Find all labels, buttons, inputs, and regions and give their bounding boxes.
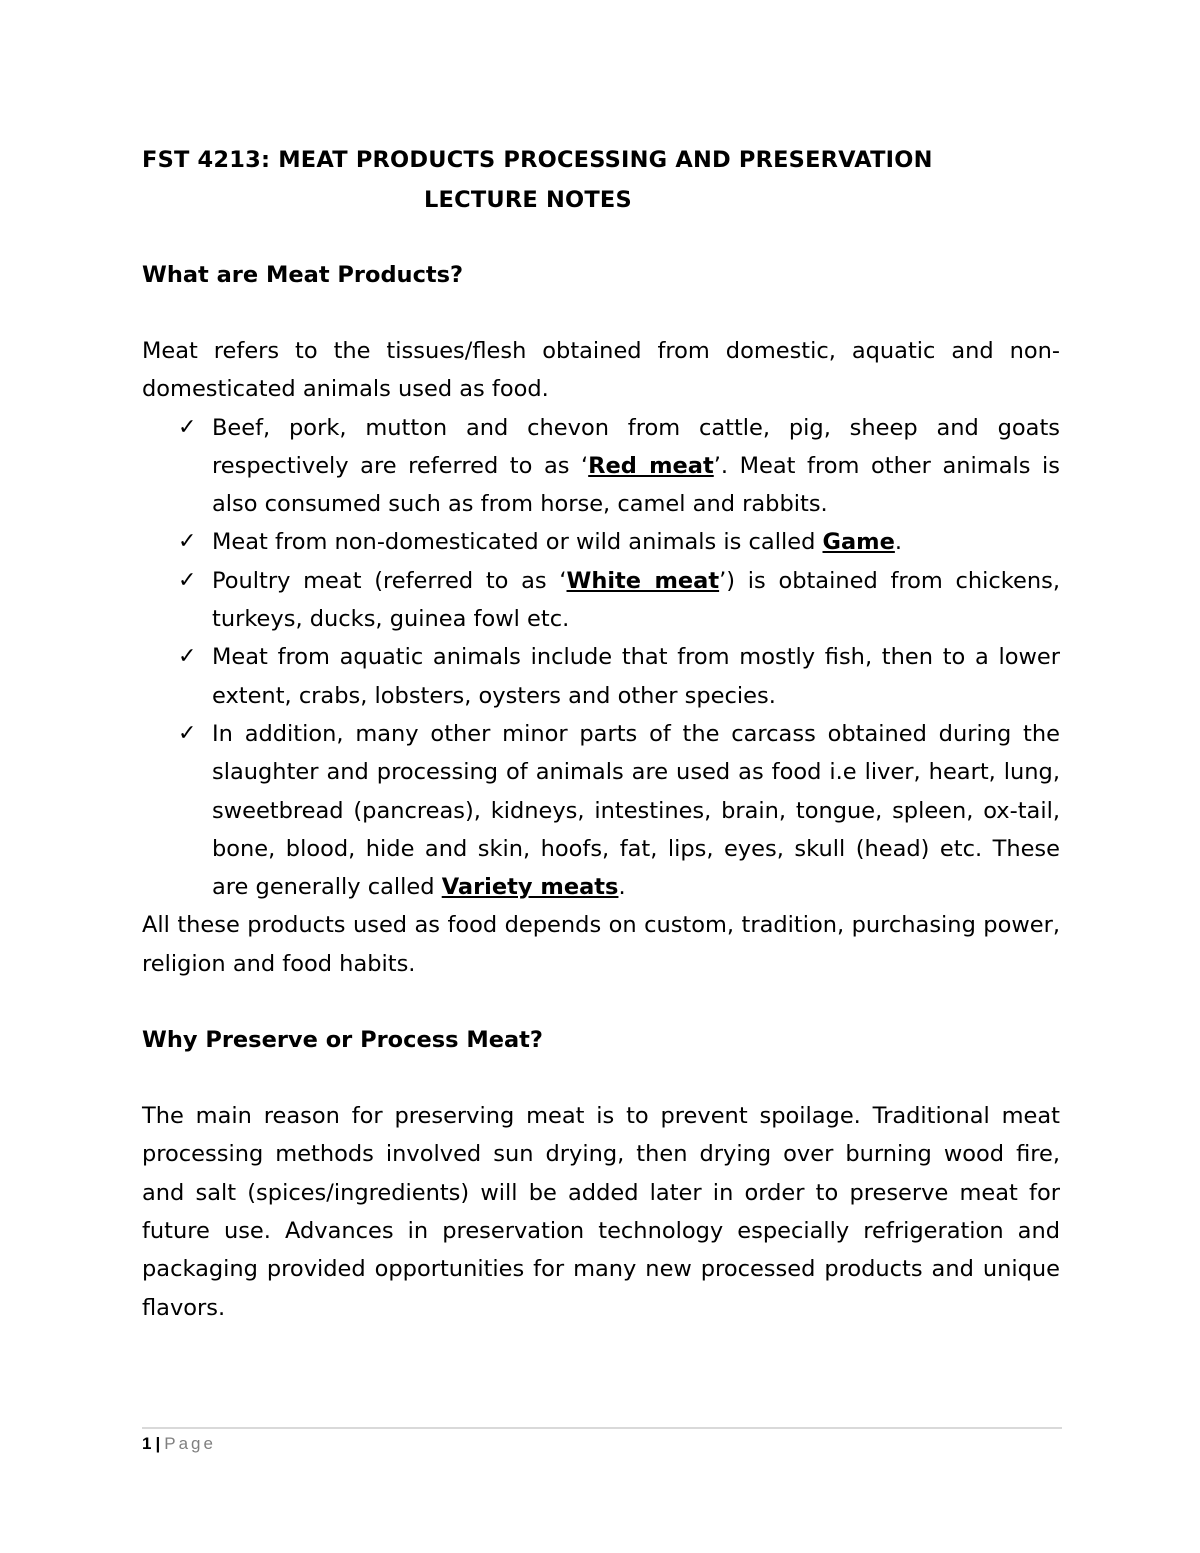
preservation-paragraph: The main reason for preserving meat is to prevent spoilage. Traditional meat processing methods involved sun drying, then drying over burning wood fire, and salt (spices/ingredients) will be added later in order to preserve meat for future use. Advances in preservation technology especially refrigeration and packaging provided opportunities for many new processed products and unique flavors. bbox=[142, 1103, 1060, 1321]
key-term: Red meat bbox=[588, 452, 714, 479]
page-content bbox=[142, 140, 1060, 1327]
footer-separator: | bbox=[155, 1434, 161, 1453]
closing-paragraph: All these products used as food depends on custom, tradition, purchasing power, religion and food habits. bbox=[142, 912, 1060, 977]
key-term: Game bbox=[822, 529, 895, 556]
checkmark-icon: ✓ bbox=[178, 567, 197, 593]
list-item bbox=[142, 523, 1060, 561]
list-item-text: Meat from aquatic animals include that from mostly fish, then to a lower extent, crabs, lobsters, oysters and other species. bbox=[212, 644, 1060, 709]
section-heading-meat-products: What are Meat Products? bbox=[142, 262, 464, 288]
meat-types-list bbox=[142, 409, 1060, 907]
footer-divider bbox=[142, 1427, 1062, 1429]
checkmark-icon: ✓ bbox=[178, 644, 197, 670]
key-term: Variety meats bbox=[441, 874, 619, 901]
list-item-text: . bbox=[894, 529, 903, 556]
list-item-text: ’) is obtained from chickens, turkeys, ducks, guinea fowl etc. bbox=[212, 567, 1060, 633]
document-title: FST 4213: MEAT PRODUCTS PROCESSING AND PRESERVATION bbox=[142, 147, 933, 173]
list-item-text: . bbox=[618, 874, 626, 901]
page-footer bbox=[142, 1432, 216, 1456]
list-item bbox=[142, 638, 1060, 715]
intro-paragraph: Meat refers to the tissues/flesh obtained from domestic, aquatic and non-domesticated animals used as food. bbox=[142, 338, 1060, 403]
list-item-text: ’. Meat from other animals is also consumed such as from horse, camel and rabbits. bbox=[212, 452, 1061, 518]
checkmark-icon: ✓ bbox=[178, 529, 197, 555]
list-item-text: In addition, many other minor parts of the carcass obtained during the slaughter and processing of animals are used as food i.e liver, heart, lung, sweetbread (pancreas), kidneys, intestines, brain, tongue, spleen, ox-tail, bone, blood, hide and skin, hoofs, fat, lips, eyes, skull (head) etc. These are generally called bbox=[212, 720, 1060, 901]
checkmark-icon: ✓ bbox=[178, 414, 197, 440]
checkmark-icon: ✓ bbox=[178, 720, 197, 746]
document-subtitle: LECTURE NOTES bbox=[424, 187, 632, 213]
key-term: White meat bbox=[566, 567, 720, 594]
list-item bbox=[142, 409, 1060, 524]
section-heading-why-preserve: Why Preserve or Process Meat? bbox=[142, 1027, 543, 1054]
list-item-text: Poultry meat (referred to as ‘ bbox=[212, 567, 567, 594]
page-number: 1 bbox=[142, 1434, 152, 1453]
list-item-text: Meat from non-domesticated or wild animals is called bbox=[212, 529, 823, 556]
list-item bbox=[142, 715, 1060, 906]
list-item bbox=[142, 562, 1060, 639]
list-item-text: Beef, pork, mutton and chevon from cattle, pig, sheep and goats respectively are referred to as ‘ bbox=[212, 414, 1060, 479]
page-label: Page bbox=[164, 1434, 216, 1453]
